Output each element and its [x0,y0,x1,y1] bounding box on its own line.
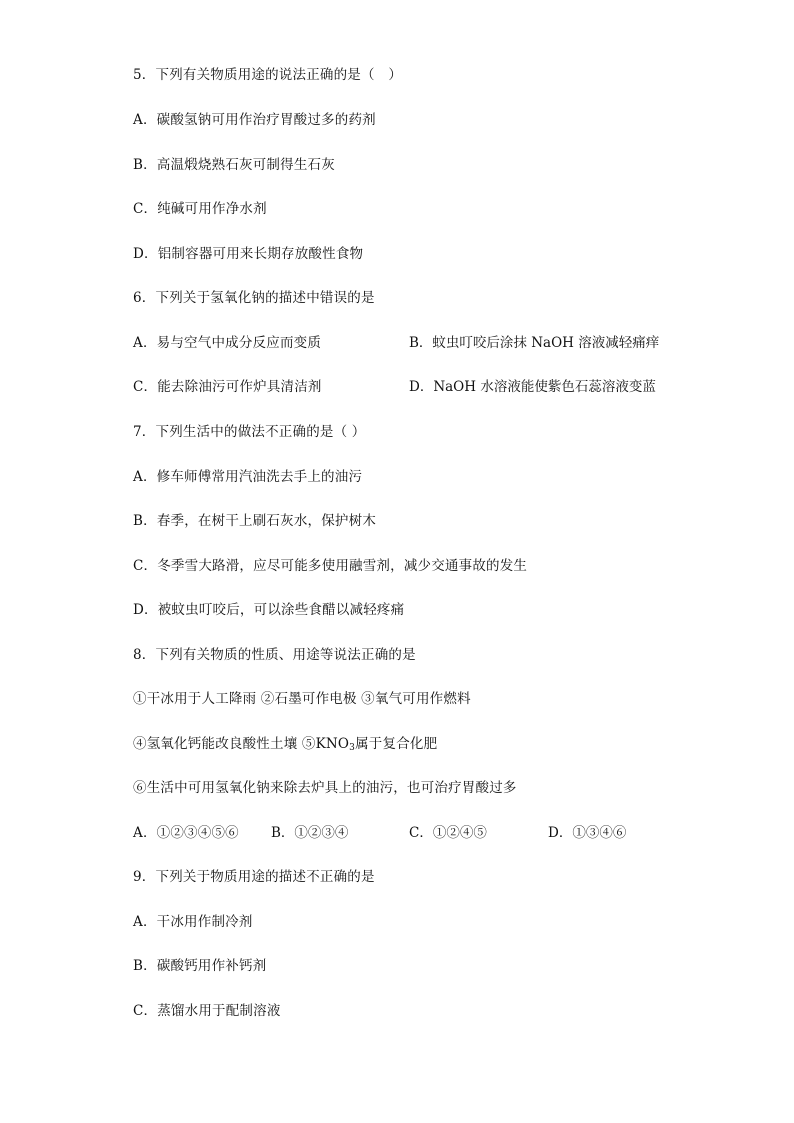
question-9-stem: 9．下列关于物质用途的描述不正确的是 [133,869,375,885]
question-8-option-a: A．①②③④⑤⑥ [133,825,239,841]
question-9-option-c: C．蒸馏水用于配制溶液 [133,1003,281,1019]
statement-line-2-suffix: 属于复合化肥 [355,736,438,752]
question-5-option-a: A．碳酸氢钠可用作治疗胃酸过多的药剂 [133,112,376,128]
question-8-stem: 8．下列有关物质的性质、用途等说法正确的是 [133,647,416,663]
question-8-statement-line-3: ⑥生活中可用氢氧化钠来除去炉具上的油污，也可治疗胃酸过多 [133,780,517,796]
question-7-option-c: C．冬季雪大路滑，应尽可能多使用融雪剂，减少交通事故的发生 [133,558,528,574]
question-7-option-b: B．春季，在树干上刷石灰水，保护树木 [133,513,377,529]
question-9-option-a: A．干冰用作制冷剂 [133,914,253,930]
question-7-option-a: A．修车师傅常用汽油洗去手上的油污 [133,469,363,485]
question-9-option-b: B．碳酸钙用作补钙剂 [133,958,267,974]
question-8-option-d: D．①③④⑥ [548,825,627,841]
question-6-option-c: C．能去除油污可作炉具清洁剂 [133,379,322,395]
question-6-option-a: A．易与空气中成分反应而变质 [133,335,322,351]
question-7-stem: 7．下列生活中的做法不正确的是（ ） [133,424,366,440]
question-8-statement-line-1: ①干冰用于人工降雨 ②石墨可作电极 ③氧气可用作燃料 [133,691,471,707]
question-8-option-b: B．①②③④ [271,825,349,841]
question-5-option-d: D．铝制容器可用来长期存放酸性食物 [133,246,364,262]
question-6-stem: 6．下列关于氢氧化钠的描述中错误的是 [133,290,375,306]
question-7-option-d: D．被蚊虫叮咬后，可以涂些食醋以减轻疼痛 [133,602,405,618]
question-6-option-d: D．NaOH 水溶液能使紫色石蕊溶液变蓝 [409,379,656,395]
subscript-3: 3 [349,743,356,753]
question-5-option-c: C．纯碱可用作净水剂 [133,201,267,217]
question-8-statement-line-2 [133,734,437,754]
question-5-option-b: B．高温煅烧熟石灰可制得生石灰 [133,157,335,173]
statement-line-2-text: ④氢氧化钙能改良酸性土壤 ⑤KNO [133,736,350,752]
question-8-option-c: C．①②④⑤ [409,825,487,841]
question-5-stem: 5．下列有关物质用途的说法正确的是（ ） [133,67,403,83]
question-6-option-b: B．蚊虫叮咬后涂抹 NaOH 溶液减轻痛痒 [409,335,660,351]
